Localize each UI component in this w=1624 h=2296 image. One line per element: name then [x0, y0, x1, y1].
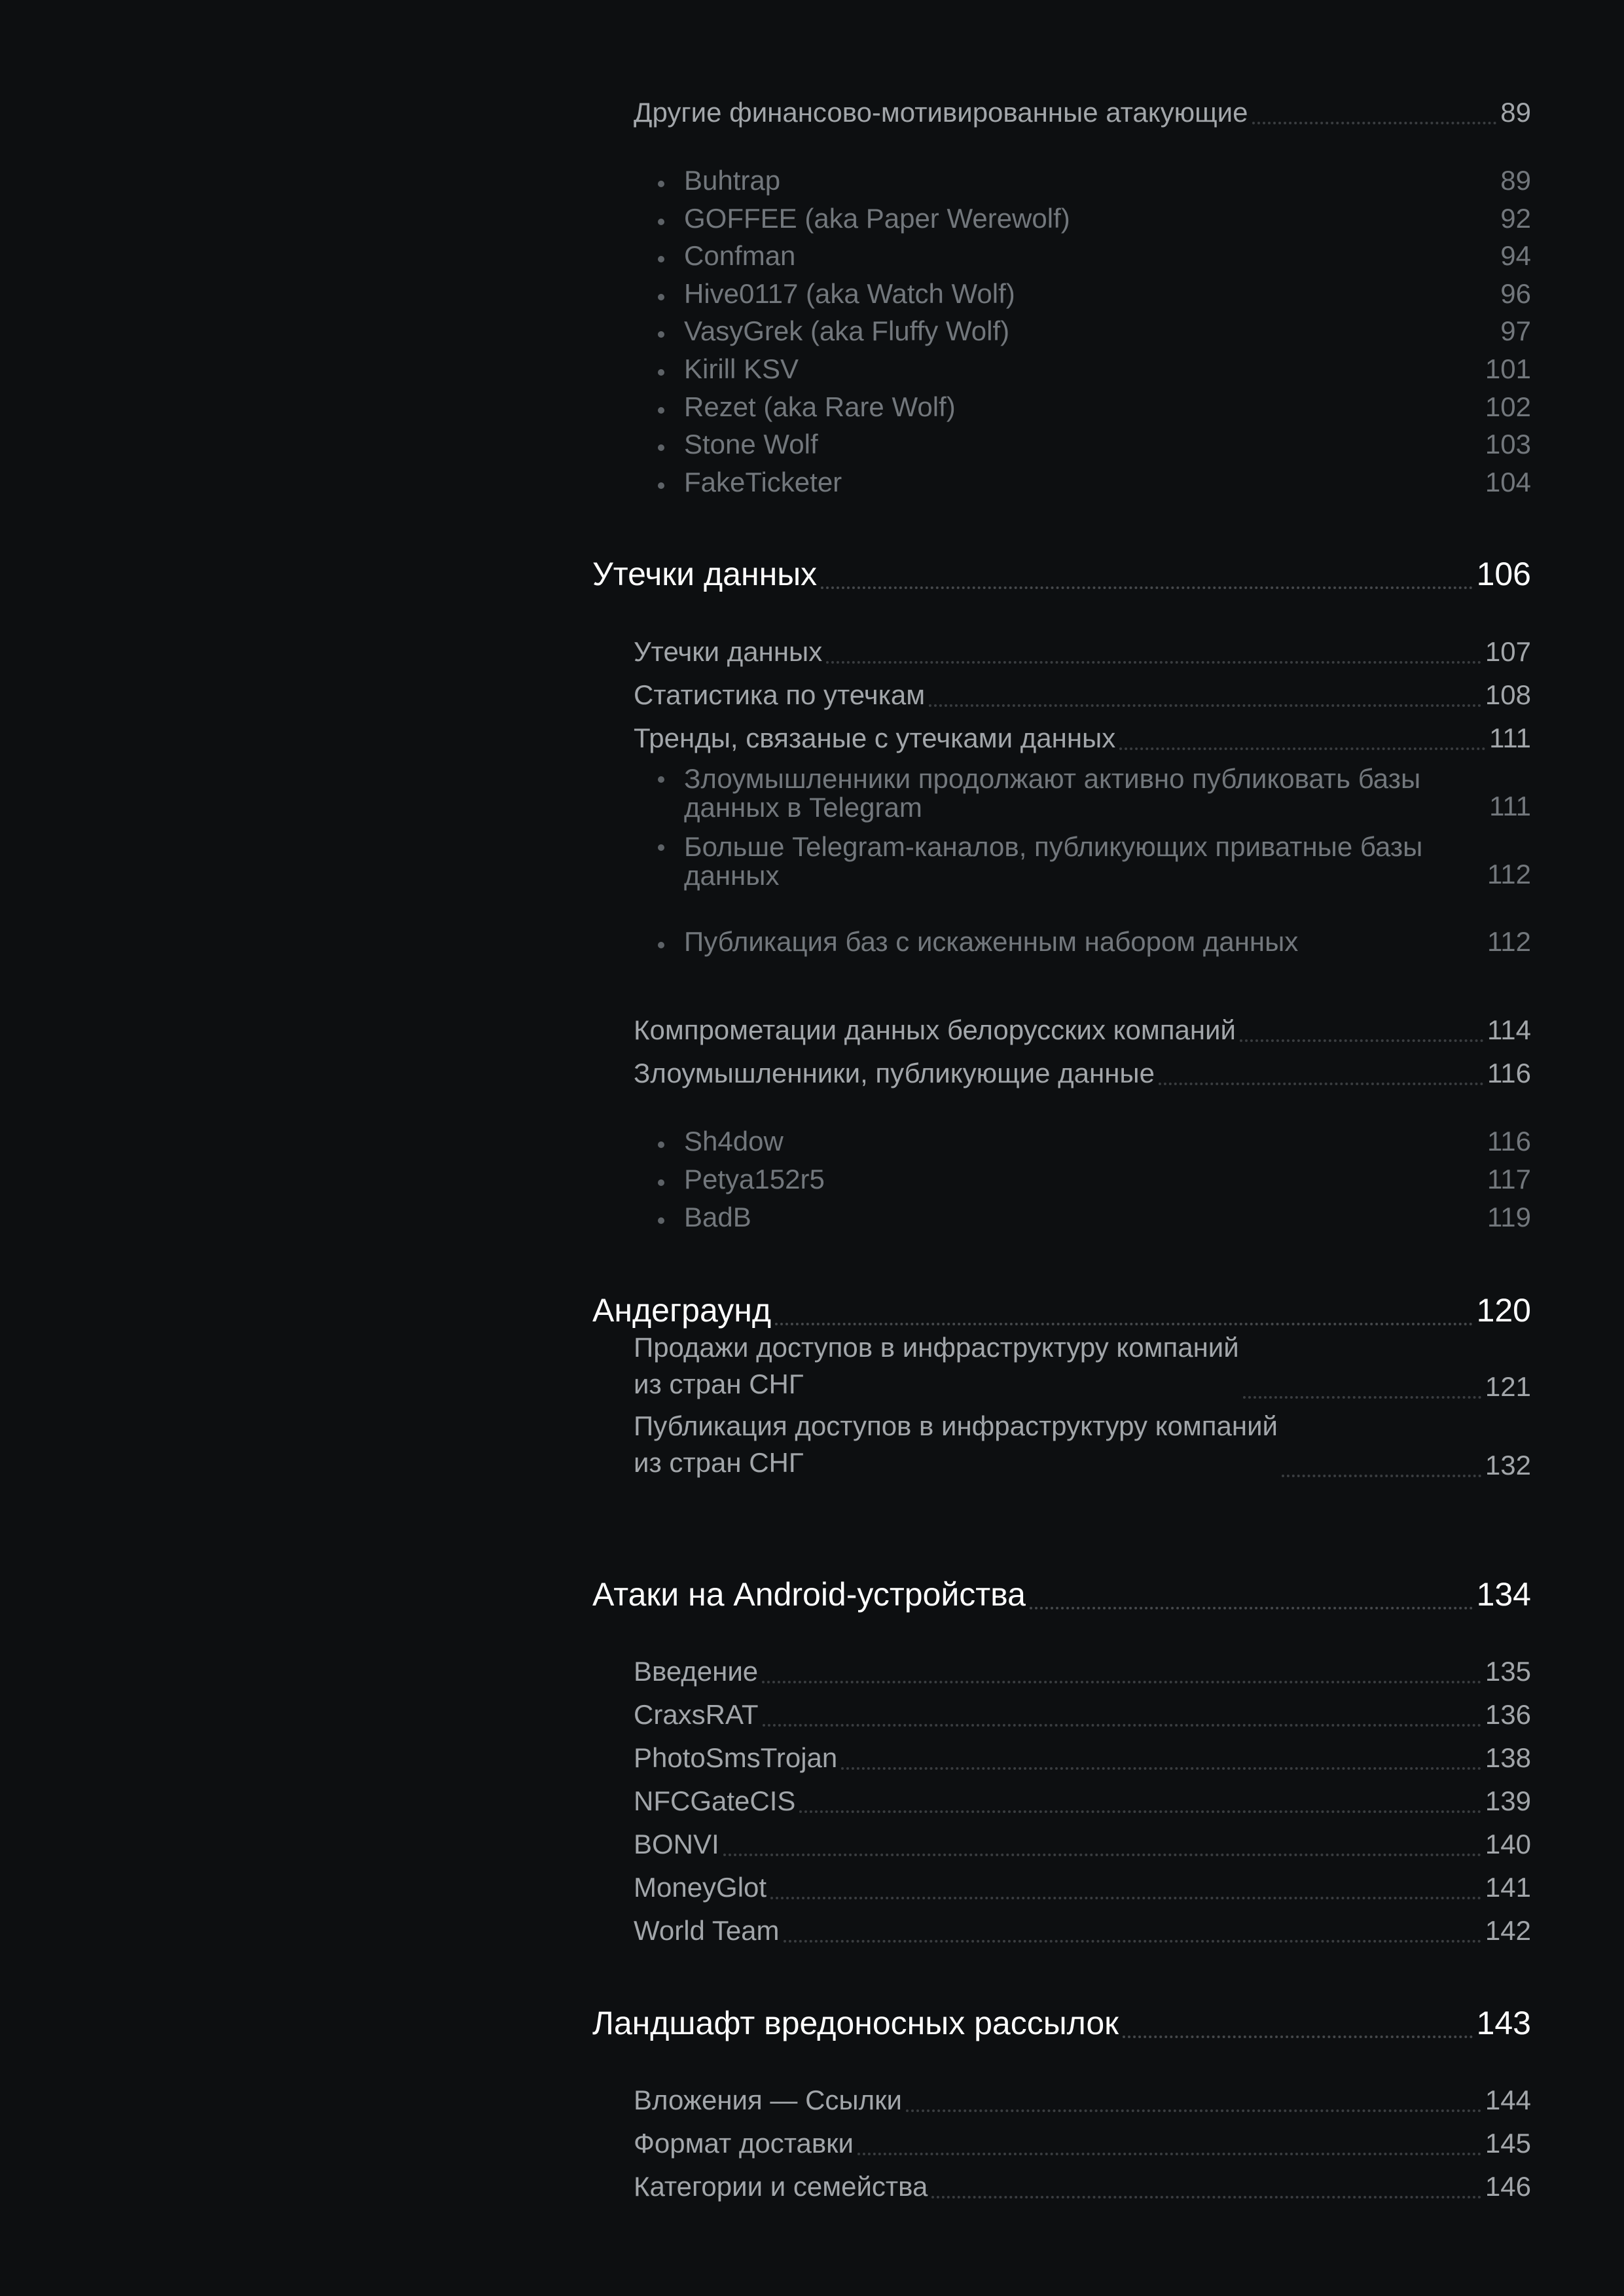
toc-section-title: Ландшафт вредоносных рассылок [592, 2005, 1119, 2041]
toc-entry[interactable] [634, 1779, 1531, 1817]
toc-entry[interactable] [634, 1008, 1531, 1046]
toc-entry-page: 140 [1485, 1829, 1531, 1859]
toc-entry-title: Hive0117 (aka Watch Wolf) [684, 278, 1015, 309]
toc-entry-title: Продажи доступов в инфраструктуру компаний [634, 1332, 1239, 1363]
toc-entry[interactable] [684, 1157, 1531, 1195]
toc-entry[interactable] [634, 1822, 1531, 1860]
toc-entry-title: VasyGrek (aka Fluffy Wolf) [684, 315, 1010, 346]
toc-entry-page: 146 [1485, 2171, 1531, 2202]
leader-dots [1282, 1475, 1481, 1477]
toc-entry-page: 121 [1485, 1371, 1531, 1402]
toc-entry[interactable] [684, 158, 1531, 196]
toc-entry-page: 135 [1485, 1656, 1531, 1687]
toc-entry-page: 139 [1485, 1785, 1531, 1816]
leader-dots [784, 1940, 1481, 1943]
toc-entry-title: CraxsRAT [634, 1699, 759, 1730]
toc-entry-title: BadB [684, 1202, 751, 1232]
toc-entry[interactable] [634, 1649, 1531, 1687]
toc-entry-title: Публикация баз с искаженным набором данных [684, 926, 1299, 957]
toc-entry-page: 114 [1487, 1014, 1531, 1045]
toc-entry-title: Компрометации данных белорусских компаний [634, 1014, 1236, 1045]
toc-entry-title: Buhtrap [684, 165, 781, 196]
toc-entry-title-line2: данных в Telegram [684, 792, 922, 823]
toc-entry-page: 94 [1500, 240, 1531, 271]
toc-entry-page: 96 [1500, 278, 1531, 309]
leader-dots [821, 586, 1472, 589]
toc-entry[interactable] [634, 1410, 1531, 1481]
toc-entry[interactable] [634, 2078, 1531, 2116]
toc-entry[interactable] [634, 1051, 1531, 1089]
toc-entry[interactable] [684, 763, 1531, 823]
toc-entry-title: Больше Telegram-каналов, публикующих приватные базы [684, 831, 1423, 862]
toc-entry-page: 117 [1487, 1164, 1531, 1194]
toc-entry-title: Формат доставки [634, 2128, 854, 2159]
toc-entry-title-line2: данных [684, 860, 780, 891]
toc-entry[interactable] [634, 2164, 1531, 2202]
toc-entry[interactable] [684, 272, 1531, 310]
leader-dots [775, 1323, 1473, 1325]
toc-entry-title: Злоумышленники продолжают активно публиковать базы [684, 763, 1421, 794]
toc-entry-page: 92 [1500, 203, 1531, 234]
toc-entry-page: 145 [1485, 2128, 1531, 2159]
toc-entry-title: GOFFEE (aka Paper Werewolf) [684, 203, 1070, 234]
toc-entry-title: Статистика по утечкам [634, 679, 926, 710]
leader-dots [931, 2196, 1481, 2198]
toc-section[interactable] [592, 1283, 1531, 1329]
toc-entry-title: Тренды, связаные с утечками данных [634, 723, 1116, 753]
leader-dots [762, 1681, 1481, 1683]
toc-entry[interactable] [634, 630, 1531, 668]
toc-entry-title: MoneyGlot [634, 1872, 767, 1903]
toc-entry-page: 142 [1485, 1915, 1531, 1946]
toc-entry[interactable] [634, 1865, 1531, 1903]
toc-section-page: 134 [1476, 1576, 1531, 1613]
leader-dots [723, 1854, 1481, 1856]
toc-entry-title: Stone Wolf [684, 429, 818, 459]
toc-entry-title: Публикация доступов в инфраструктуру компаний [634, 1410, 1278, 1441]
toc-section[interactable] [592, 547, 1531, 593]
leader-dots [1119, 747, 1485, 750]
leader-dots [763, 1724, 1481, 1727]
toc-entry[interactable] [684, 347, 1531, 385]
leader-dots [1030, 1607, 1473, 1609]
toc-entry-page: 89 [1500, 165, 1531, 196]
toc-entry[interactable] [634, 1736, 1531, 1774]
toc-entry[interactable] [684, 831, 1531, 891]
toc-entry[interactable] [634, 1693, 1531, 1731]
toc-entry[interactable] [684, 196, 1531, 234]
leader-dots [826, 661, 1481, 664]
toc-entry-page: 141 [1485, 1872, 1531, 1903]
toc-entry-page: 144 [1485, 2085, 1531, 2115]
toc-entry-page: 108 [1485, 679, 1531, 710]
leader-dots [770, 1897, 1481, 1899]
toc-entry[interactable] [634, 1909, 1531, 1946]
leader-dots [906, 2109, 1481, 2112]
toc-entry[interactable] [634, 716, 1531, 754]
toc-entry-title: Вложения — Ссылки [634, 2085, 902, 2115]
toc-entry-page: 132 [1485, 1450, 1531, 1480]
toc-entry-page: 112 [1487, 926, 1531, 957]
toc-entry[interactable] [634, 90, 1531, 128]
toc-entry-title-line2: из стран СНГ [634, 1369, 804, 1399]
toc-entry-page: 103 [1485, 429, 1531, 459]
toc-entry-page: 116 [1487, 1126, 1531, 1157]
toc-entry-page: 111 [1489, 791, 1531, 821]
toc-entry[interactable] [684, 460, 1531, 498]
toc-entry-title: Kirill KSV [684, 353, 799, 384]
toc-section-title: Андеграунд [592, 1292, 772, 1329]
toc-entry-page: 102 [1485, 391, 1531, 422]
toc-entry-title: FakeTicketer [684, 467, 842, 497]
toc-entry[interactable] [684, 422, 1531, 460]
toc-entry-title: NFCGateCIS [634, 1785, 796, 1816]
toc-entry[interactable] [684, 920, 1531, 958]
toc-entry[interactable] [684, 1119, 1531, 1157]
toc-entry-title: Rezet (aka Rare Wolf) [684, 391, 956, 422]
toc-entry[interactable] [634, 673, 1531, 711]
toc-entry-page: 136 [1485, 1699, 1531, 1730]
toc-entry-title: Petya152r5 [684, 1164, 825, 1194]
toc-entry[interactable] [634, 1332, 1531, 1403]
leader-dots [1243, 1396, 1481, 1399]
toc-section[interactable] [592, 1568, 1531, 1613]
toc-entry[interactable] [684, 1195, 1531, 1233]
toc-entry[interactable] [684, 234, 1531, 272]
toc-entry-page: 101 [1485, 353, 1531, 384]
toc-entry-page: 97 [1500, 315, 1531, 346]
toc-entry[interactable] [684, 385, 1531, 423]
toc-section[interactable] [592, 1996, 1531, 2042]
toc-entry-title-line2: из стран СНГ [634, 1447, 804, 1478]
toc-section-page: 106 [1476, 556, 1531, 592]
leader-dots [1159, 1083, 1483, 1085]
toc-entry-title: Утечки данных [634, 636, 823, 667]
toc-entry-page: 104 [1485, 467, 1531, 497]
toc-entry-title: PhotoSmsTrojan [634, 1742, 838, 1773]
leader-dots [857, 2153, 1481, 2155]
toc-section-title: Утечки данных [592, 556, 818, 592]
toc-entry-title: Sh4dow [684, 1126, 784, 1157]
leader-dots [929, 704, 1481, 707]
leader-dots [799, 1810, 1481, 1813]
leader-dots [841, 1767, 1481, 1770]
toc-entry-title: Другие финансово-мотивированные атакующие [634, 97, 1248, 128]
toc-entry-page: 89 [1500, 97, 1531, 128]
toc-entry-page: 111 [1489, 723, 1531, 753]
leader-dots [1240, 1039, 1483, 1042]
toc-section-page: 120 [1476, 1292, 1531, 1329]
toc-entry-title: Confman [684, 240, 796, 271]
toc-entry-page: 112 [1487, 859, 1531, 889]
toc-entry-page: 107 [1485, 636, 1531, 667]
toc-entry-title: Введение [634, 1656, 759, 1687]
toc-entry-title: Злоумышленники, публикующие данные [634, 1058, 1155, 1088]
toc-entry-title: Категории и семейства [634, 2171, 928, 2202]
leader-dots [1252, 122, 1497, 124]
toc-section-title: Атаки на Android-устройства [592, 1576, 1026, 1613]
toc-entry-title: BONVI [634, 1829, 719, 1859]
toc-entry[interactable] [634, 2121, 1531, 2159]
toc-entry-page: 116 [1487, 1058, 1531, 1088]
toc-entry-page: 119 [1487, 1202, 1531, 1232]
leader-dots [1123, 2036, 1473, 2038]
toc-section-page: 143 [1476, 2005, 1531, 2041]
toc-entry-title: World Team [634, 1915, 780, 1946]
toc-entry-page: 138 [1485, 1742, 1531, 1773]
toc-entry[interactable] [684, 309, 1531, 347]
